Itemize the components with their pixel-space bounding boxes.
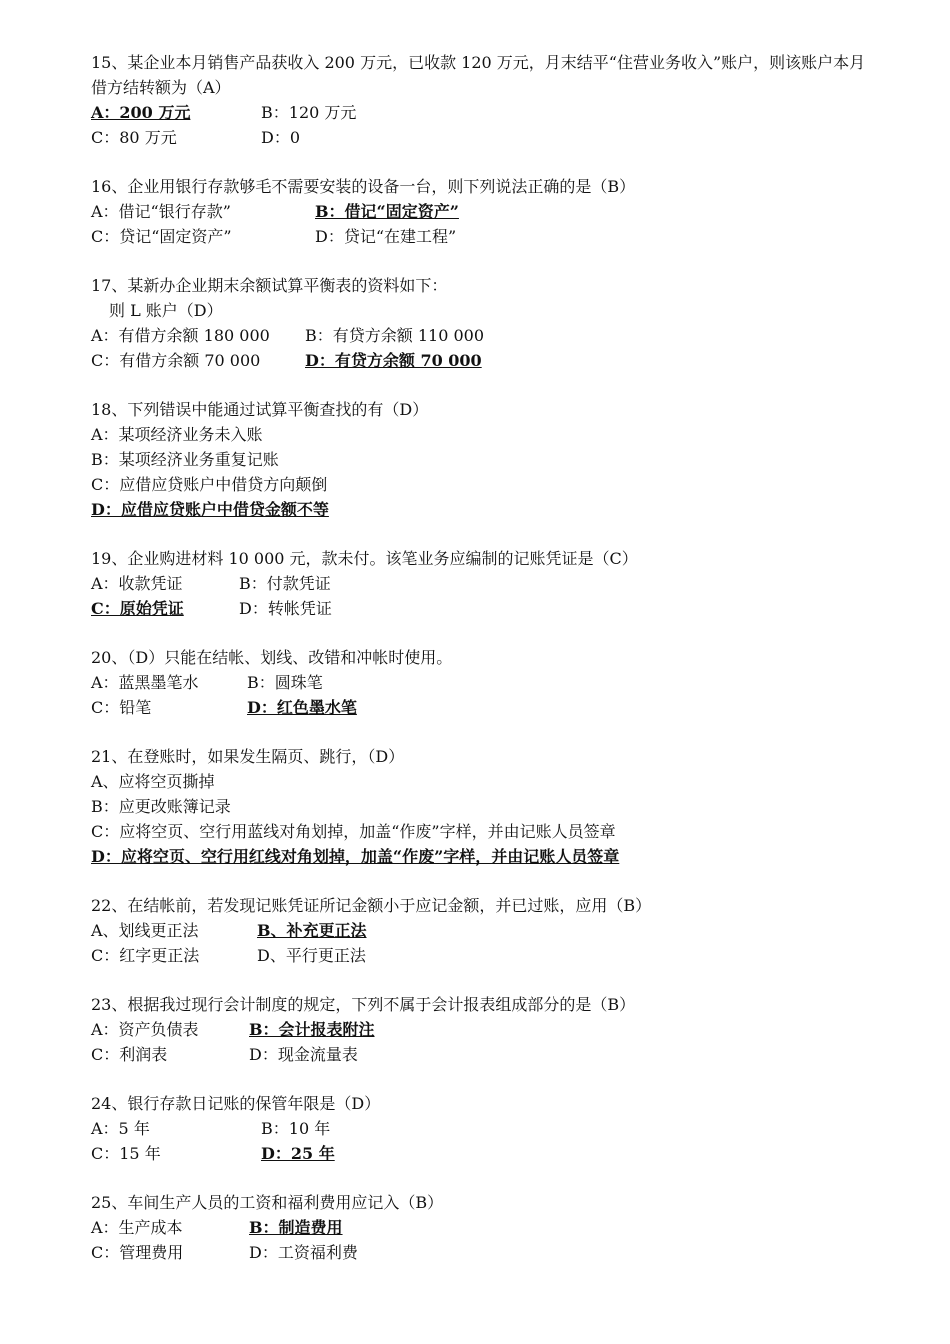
option-b: B：付款凭证 xyxy=(239,574,331,593)
option-row xyxy=(91,596,871,621)
option-c: C：有借方余额 70 000 xyxy=(91,351,261,370)
question-stem: 21、在登账时，如果发生隔页、跳行，（D） xyxy=(91,747,405,766)
question-2 xyxy=(91,174,871,249)
option-b: B、补充更正法 xyxy=(257,921,367,940)
question-5 xyxy=(91,546,871,621)
option-row xyxy=(91,323,871,348)
option-b: B：会计报表附注 xyxy=(249,1020,375,1039)
question-stem: 15、某企业本月销售产品获收入 200 万元，已收款 120 万元，月末结平“住营业务收入”账户，则该账户本月借方结转额为（A） xyxy=(91,53,866,97)
option-d: D：工资福利费 xyxy=(249,1243,358,1262)
option-b: B：120 万元 xyxy=(261,103,357,122)
option-row xyxy=(91,1116,871,1141)
question-3 xyxy=(91,273,871,373)
option-c: C：应将空页、空行用蓝线对角划掉，加盖“作废”字样，并由记账人员签章 xyxy=(91,822,616,841)
option-row xyxy=(91,1215,871,1240)
question-substem: 则 L 账户（D） xyxy=(109,301,223,320)
option-a: A、应将空页撕掉 xyxy=(91,772,215,791)
option-row xyxy=(91,1141,871,1166)
option-row xyxy=(91,943,871,968)
option-d: D：25 年 xyxy=(261,1144,335,1163)
option-row xyxy=(91,422,871,447)
option-a: A：5 年 xyxy=(91,1119,150,1138)
question-6 xyxy=(91,645,871,720)
option-row xyxy=(91,1042,871,1067)
question-10 xyxy=(91,1091,871,1166)
option-c: C：应借应贷账户中借贷方向颠倒 xyxy=(91,475,328,494)
option-row xyxy=(91,844,871,869)
option-b: B：圆珠笔 xyxy=(247,673,323,692)
option-c: C：铅笔 xyxy=(91,698,152,717)
option-row xyxy=(91,918,871,943)
option-row xyxy=(91,695,871,720)
question-stem: 17、某新办企业期末余额试算平衡表的资料如下： xyxy=(91,276,448,295)
question-stem: 20、（D）只能在结帐、划线、改错和冲帐时使用。 xyxy=(91,648,453,667)
option-row xyxy=(91,1240,871,1265)
option-a: A：有借方余额 180 000 xyxy=(91,326,270,345)
option-c: C：15 年 xyxy=(91,1144,161,1163)
question-stem: 23、根据我过现行会计制度的规定，下列不属于会计报表组成部分的是（B） xyxy=(91,995,636,1014)
option-b: B：借记“固定资产” xyxy=(315,202,459,221)
option-a: A：借记“银行存款” xyxy=(91,202,231,221)
option-a: A、划线更正法 xyxy=(91,921,199,940)
option-b: B：某项经济业务重复记账 xyxy=(91,450,279,469)
option-row xyxy=(91,769,871,794)
option-row xyxy=(91,100,871,125)
option-row xyxy=(91,571,871,596)
option-c: C：80 万元 xyxy=(91,128,177,147)
option-c: C：红字更正法 xyxy=(91,946,200,965)
document-page xyxy=(91,50,871,1289)
option-row xyxy=(91,794,871,819)
option-a: A：蓝黑墨笔水 xyxy=(91,673,199,692)
option-d: D：红色墨水笔 xyxy=(247,698,357,717)
question-7 xyxy=(91,744,871,869)
option-d: D：有贷方余额 70 000 xyxy=(305,351,482,370)
option-row xyxy=(91,819,871,844)
option-d: D：0 xyxy=(261,128,301,147)
option-a: A：生产成本 xyxy=(91,1218,183,1237)
option-d: D：转帐凭证 xyxy=(239,599,332,618)
question-4 xyxy=(91,397,871,522)
option-c: C：利润表 xyxy=(91,1045,168,1064)
question-stem: 18、下列错误中能通过试算平衡查找的有（D） xyxy=(91,400,429,419)
option-b: B：有贷方余额 110 000 xyxy=(305,326,485,345)
question-stem: 24、银行存款日记账的保管年限是（D） xyxy=(91,1094,381,1113)
option-row xyxy=(91,497,871,522)
option-a: A：200 万元 xyxy=(91,103,191,122)
option-row xyxy=(91,447,871,472)
option-b: B：制造费用 xyxy=(249,1218,343,1237)
option-d: D、平行更正法 xyxy=(257,946,366,965)
question-8 xyxy=(91,893,871,968)
question-9 xyxy=(91,992,871,1067)
option-b: B：10 年 xyxy=(261,1119,331,1138)
option-a: A：收款凭证 xyxy=(91,574,183,593)
option-d: D：应将空页、空行用红线对角划掉，加盖“作废”字样，并由记账人员签章 xyxy=(91,847,620,866)
option-row xyxy=(91,670,871,695)
option-d: D：应借应贷账户中借贷金额不等 xyxy=(91,500,329,519)
option-c: C：管理费用 xyxy=(91,1243,184,1262)
question-stem: 19、企业购进材料 10 000 元，款未付。该笔业务应编制的记账凭证是（C） xyxy=(91,549,638,568)
option-row xyxy=(91,348,871,373)
option-c: C：原始凭证 xyxy=(91,599,184,618)
question-stem: 16、企业用银行存款够毛不需要安装的设备一台，则下列说法正确的是（B） xyxy=(91,177,636,196)
option-row xyxy=(91,199,871,224)
question-1 xyxy=(91,50,871,150)
question-stem: 25、车间生产人员的工资和福利费用应记入（B） xyxy=(91,1193,444,1212)
option-a: A：资产负债表 xyxy=(91,1020,199,1039)
option-d: D：现金流量表 xyxy=(249,1045,358,1064)
option-row xyxy=(91,472,871,497)
question-stem: 22、在结帐前，若发现记账凭证所记金额小于应记金额，并已过账，应用（B） xyxy=(91,896,652,915)
option-row xyxy=(91,125,871,150)
option-row xyxy=(91,1017,871,1042)
option-a: A：某项经济业务未入账 xyxy=(91,425,263,444)
question-11 xyxy=(91,1190,871,1265)
option-d: D：贷记“在建工程” xyxy=(315,227,457,246)
option-b: B：应更改账簿记录 xyxy=(91,797,231,816)
option-row xyxy=(91,224,871,249)
option-c: C：贷记“固定资产” xyxy=(91,227,232,246)
